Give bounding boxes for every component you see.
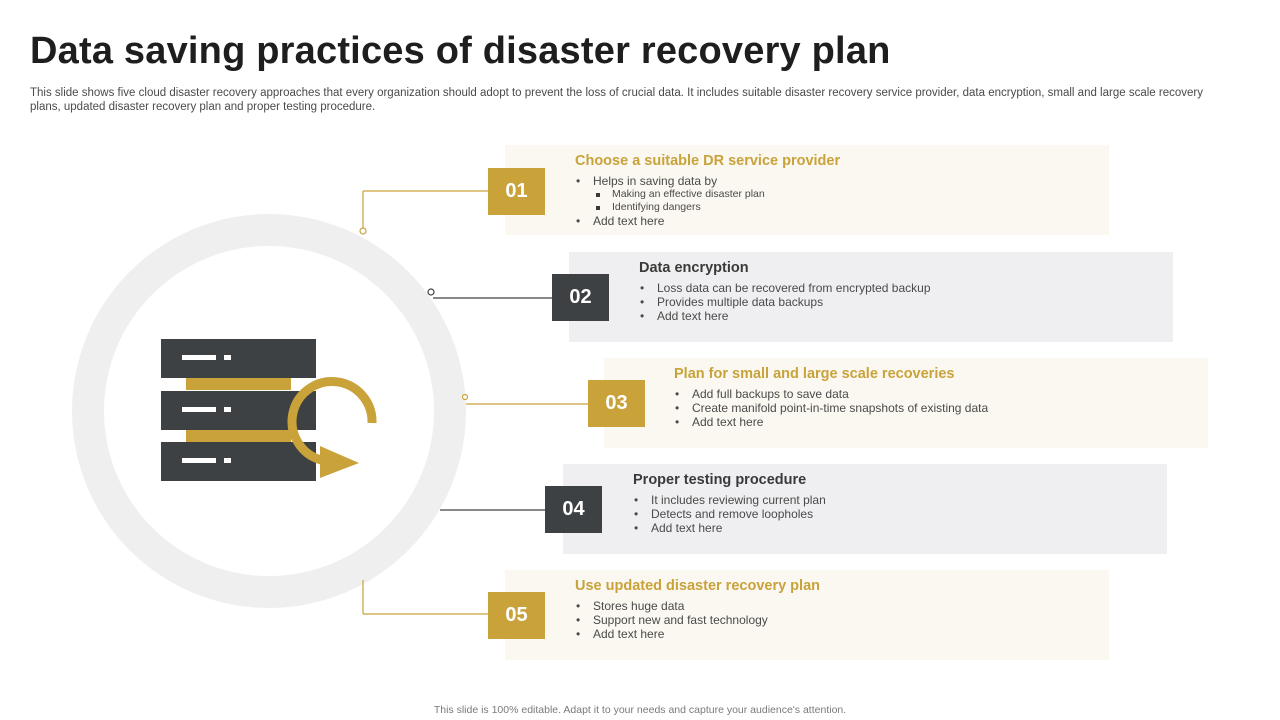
card-title: Choose a suitable DR service provider <box>575 153 841 169</box>
bullet-list <box>639 281 1161 323</box>
number-badge-03: 03 <box>588 380 645 427</box>
practice-card-04 <box>563 464 1167 554</box>
card-title: Proper testing procedure <box>633 472 807 488</box>
card-content <box>575 153 1097 228</box>
practice-card-02 <box>569 252 1173 342</box>
bullet-item: • Create manifold point-in-time snapshots of existing data <box>674 401 1196 415</box>
bullet-item: • Detects and remove loopholes <box>633 507 1155 521</box>
footer-note: This slide is 100% editable. Adapt it to your needs and capture your audience's attention. <box>433 704 847 716</box>
bullet-text: Add text here <box>593 214 665 228</box>
bullet-item: • Add full backups to save data <box>674 387 1196 401</box>
connector-dot-01 <box>360 228 366 234</box>
bullet-item: • Provides multiple data backups <box>639 295 1161 309</box>
card-title: Data encryption <box>639 260 749 276</box>
bullet-item: • It includes reviewing current plan <box>633 493 1155 507</box>
card-content <box>633 472 1155 535</box>
bullet-list <box>575 599 1097 641</box>
bullet-item: • Add text here <box>633 521 1155 535</box>
practice-card-05 <box>505 570 1109 660</box>
bullet-text: Helps in saving data by <box>593 174 718 188</box>
practice-card-01 <box>505 145 1109 235</box>
card-title: Use updated disaster recovery plan <box>575 578 820 594</box>
page-title: Data saving practices of disaster recovery plan <box>30 30 891 72</box>
bullet-item <box>575 174 1097 214</box>
bullet-item: • Add text here <box>575 627 1097 641</box>
bullet-list <box>674 387 1196 429</box>
number-badge-01: 01 <box>488 168 545 215</box>
connector-dot-03 <box>463 395 468 400</box>
bullet-item: • Add text here <box>639 309 1161 323</box>
connector-dot-02 <box>428 289 434 295</box>
bullet-item: • Loss data can be recovered from encrypted backup <box>639 281 1161 295</box>
bullet-item: • Add text here <box>674 415 1196 429</box>
sub-bullet-text: Identifying dangers <box>612 201 701 213</box>
card-content <box>639 260 1161 323</box>
number-badge-04: 04 <box>545 486 602 533</box>
bullet-list <box>575 174 1097 228</box>
number-badge-02: 02 <box>552 274 609 321</box>
bullet-list <box>633 493 1155 535</box>
bullet-item: • Stores huge data <box>575 599 1097 613</box>
number-badge-05: 05 <box>488 592 545 639</box>
card-content <box>674 366 1196 429</box>
sub-bullet-item <box>612 188 1097 201</box>
card-content <box>575 578 1097 641</box>
sub-bullet-item <box>612 201 1097 214</box>
practice-card-03 <box>604 358 1208 448</box>
page-description: This slide shows five cloud disaster recovery approaches that every organization should adopt to prevent the loss of crucial data. It includes suitable disaster recovery service provider, data encryption, small and large scale recovery plans, updated disaster recovery plan and proper testing procedure. <box>30 87 1203 113</box>
sub-bullet-list <box>593 188 1097 214</box>
bullet-item: • Support new and fast technology <box>575 613 1097 627</box>
bullet-item <box>575 214 1097 228</box>
sub-bullet-text: Making an effective disaster plan <box>612 188 765 200</box>
card-title: Plan for small and large scale recoveries <box>674 366 955 382</box>
server-backup-refresh-icon <box>158 336 388 486</box>
